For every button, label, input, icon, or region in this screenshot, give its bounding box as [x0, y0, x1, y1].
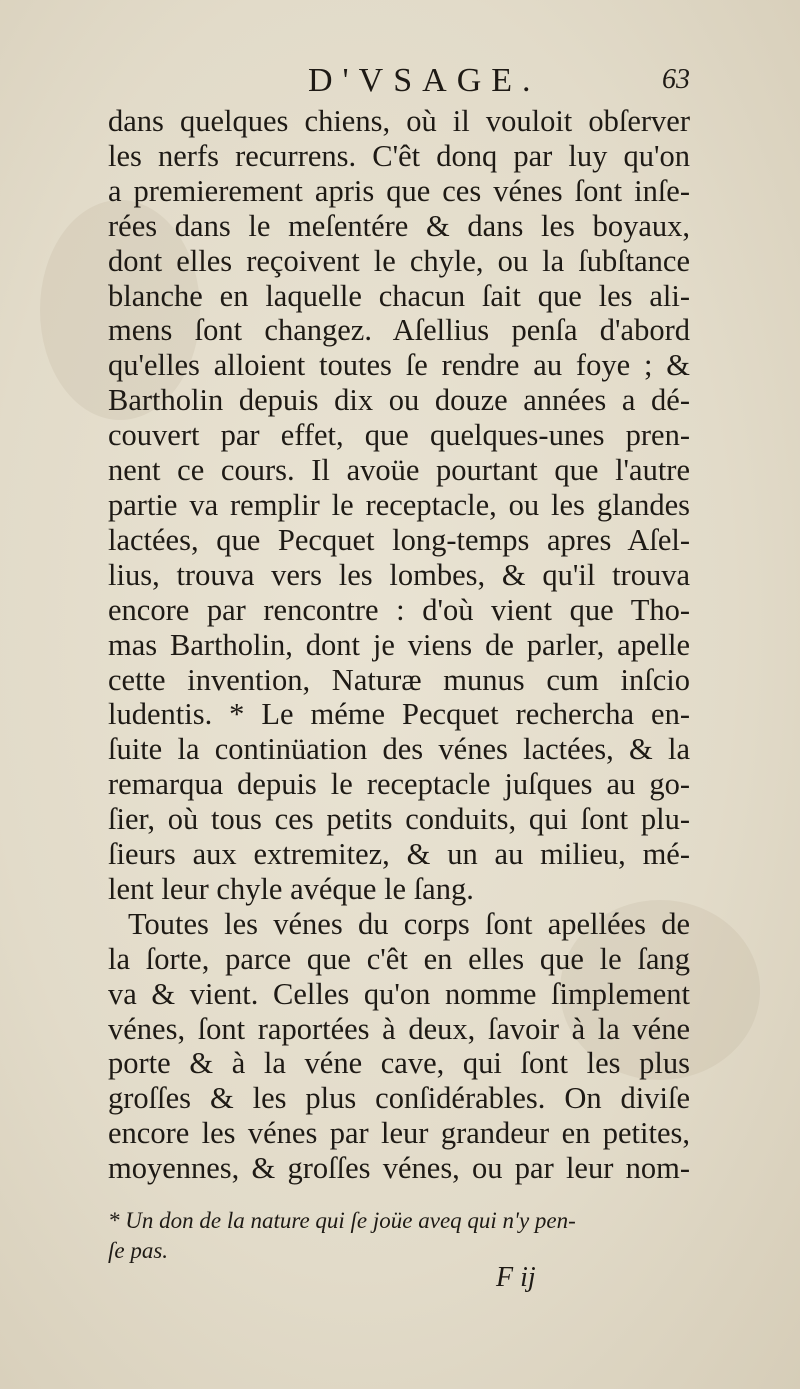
text-line: lius, trouva vers les lombes, & qu'il trouva: [108, 557, 690, 592]
text-line: remarqua depuis le receptacle juſques au go-: [108, 767, 690, 802]
text-line: partie va remplir le receptacle, ou les glandes: [108, 487, 690, 522]
running-head: D'VSAGE.: [308, 62, 541, 99]
body-text: [108, 104, 690, 1186]
page-number: 63: [662, 64, 690, 95]
text-line: Toutes les vénes du corps ſont apellées de: [128, 906, 690, 941]
text-line: qu'elles alloient toutes ſe rendre au foye ; &: [108, 348, 690, 383]
footnote: [108, 1206, 690, 1266]
page-header: [108, 62, 690, 102]
text-line: Bartholin depuis dix ou douze années a dé-: [108, 383, 690, 418]
text-line: mas Bartholin, dont je viens de parler, apelle: [108, 627, 690, 662]
text-line: encore par rencontre : d'où vient que Tho-: [108, 592, 690, 627]
text-line: blanche en laquelle chacun ſait que les ali-: [108, 278, 690, 313]
text-line: vénes, ſont raportées à deux, ſavoir à la véne: [108, 1011, 690, 1046]
text-line: lactées, que Pecquet long-temps apres Aſel-: [108, 522, 690, 557]
footnote-line: ſe pas.: [108, 1238, 169, 1263]
text-line: moyennes, & groſſes vénes, ou par leur nom-: [108, 1151, 690, 1186]
text-line: encore les vénes par leur grandeur en petites,: [108, 1116, 690, 1151]
text-line: va & vient. Celles qu'on nomme ſimplement: [108, 976, 690, 1011]
footnote-line: * Un don de la nature qui ſe joüe aveq qui n'y pen-: [108, 1208, 576, 1233]
text-line: a premierement apris que ces vénes ſont inſe-: [108, 173, 690, 208]
text-line: mens ſont changez. Aſellius penſa d'abord: [108, 313, 690, 348]
text-line: ſieurs aux extremitez, & un au milieu, mé-: [108, 837, 690, 872]
text-line: dont elles reçoivent le chyle, ou la ſubſtance: [108, 243, 690, 278]
text-line: ſuite la continüation des vénes lactées, & la: [108, 732, 690, 767]
text-line: porte & à la véne cave, qui ſont les plus: [108, 1046, 690, 1081]
text-line: couvert par effet, que quelques-unes pren-: [108, 418, 690, 453]
text-line: la ſorte, parce que c'êt en elles que le ſang: [108, 941, 690, 976]
text-line: dans quelques chiens, où il vouloit obſerver: [108, 104, 690, 138]
text-line: nent ce cours. Il avoüe pourtant que l'autre: [108, 453, 690, 488]
text-line: rées dans le meſentére & dans les boyaux,: [108, 208, 690, 243]
text-line: les nerfs recurrens. C'êt donq par luy qu'on: [108, 138, 690, 173]
signature-mark: F ij: [496, 1262, 536, 1293]
text-line: groſſes & les plus conſidérables. On diviſe: [108, 1081, 690, 1116]
text-line: ſier, où tous ces petits conduits, qui ſont plu-: [108, 802, 690, 837]
text-line: lent leur chyle avéque le ſang.: [108, 871, 474, 906]
text-line: ludentis. * Le méme Pecquet rechercha en-: [108, 697, 690, 732]
text-line: cette invention, Naturæ munus cum inſcio: [108, 662, 690, 697]
